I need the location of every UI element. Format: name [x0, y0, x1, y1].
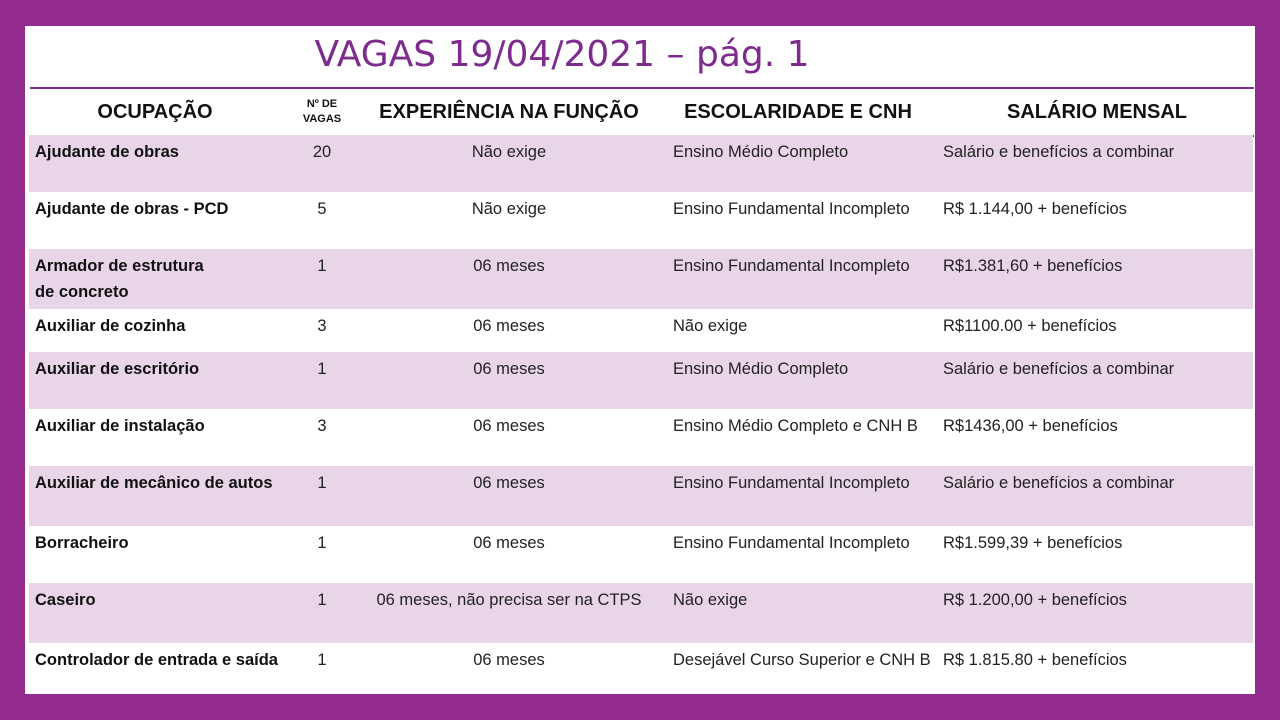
cell-experiencia: 06 meses — [363, 643, 655, 694]
cell-escolaridade: Ensino Fundamental Incompleto — [655, 526, 941, 583]
table-row — [29, 409, 1253, 466]
cell-salario: R$ 1.144,00 + benefícios — [941, 192, 1253, 249]
table-row — [29, 192, 1253, 249]
cell-salario: R$1100.00 + benefícios — [941, 309, 1253, 352]
cell-ocupacao: Ajudante de obras - PCD — [29, 192, 281, 249]
cell-vagas: 3 — [281, 309, 363, 352]
cell-vagas: 1 — [281, 466, 363, 526]
table-row — [29, 352, 1253, 409]
cell-vagas: 3 — [281, 409, 363, 466]
cell-escolaridade: Não exige — [655, 583, 941, 643]
table-row — [29, 249, 1253, 309]
cell-salario: R$ 1.200,00 + benefícios — [941, 583, 1253, 643]
header-experiencia: EXPERIÊNCIA NA FUNÇÃO — [379, 100, 639, 123]
cell-escolaridade: Ensino Médio Completo — [655, 135, 941, 192]
header-salario: SALÁRIO MENSAL — [1007, 100, 1187, 123]
cell-escolaridade: Desejável Curso Superior e CNH B — [655, 643, 941, 694]
cell-experiencia: 06 meses — [363, 249, 655, 309]
cell-ocupacao: Controlador de entrada e saída — [29, 643, 281, 694]
cell-vagas: 1 — [281, 249, 363, 309]
table-row — [29, 466, 1253, 526]
cell-escolaridade: Ensino Fundamental Incompleto — [655, 466, 941, 526]
table-row — [29, 526, 1253, 583]
header-ocupacao: OCUPAÇÃO — [97, 100, 213, 123]
cell-vagas: 1 — [281, 352, 363, 409]
cell-experiencia: 06 meses, não precisa ser na CTPS — [363, 583, 655, 643]
cell-escolaridade: Ensino Fundamental Incompleto — [655, 249, 941, 309]
cell-escolaridade: Ensino Médio Completo e CNH B — [655, 409, 941, 466]
cell-salario: Salário e benefícios a combinar — [941, 466, 1253, 526]
cell-salario: R$ 1.815.80 + benefícios — [941, 643, 1253, 694]
cell-vagas: 1 — [281, 526, 363, 583]
cell-experiencia: 06 meses — [363, 309, 655, 352]
cell-ocupacao: Auxiliar de mecânico de autos — [29, 466, 281, 526]
table-row — [29, 643, 1253, 694]
cell-escolaridade: Não exige — [655, 309, 941, 352]
cell-vagas: 20 — [281, 135, 363, 192]
cell-experiencia: Não exige — [363, 192, 655, 249]
cell-ocupacao: Auxiliar de instalação — [29, 409, 281, 466]
table-header-row — [29, 89, 1253, 135]
table-row — [29, 309, 1253, 352]
cell-experiencia: 06 meses — [363, 409, 655, 466]
cell-escolaridade: Ensino Médio Completo — [655, 352, 941, 409]
cell-salario: Salário e benefícios a combinar — [941, 352, 1253, 409]
cell-ocupacao: Auxiliar de cozinha — [29, 309, 281, 352]
header-vagas-line1: Nº DE — [306, 98, 338, 110]
table-row — [29, 583, 1253, 643]
cell-vagas: 1 — [281, 583, 363, 643]
header-vagas-line2: VAGAS — [302, 113, 342, 125]
cell-vagas: 5 — [281, 192, 363, 249]
cell-vagas: 1 — [281, 643, 363, 694]
slide — [25, 26, 1255, 694]
cell-experiencia: Não exige — [363, 135, 655, 192]
vagas-table — [29, 89, 1253, 694]
cell-ocupacao: Caseiro — [29, 583, 281, 643]
cell-experiencia: 06 meses — [363, 352, 655, 409]
cell-salario: R$1.599,39 + benefícios — [941, 526, 1253, 583]
cell-ocupacao: Auxiliar de escritório — [29, 352, 281, 409]
cell-ocupacao: Armador de estrutura de concreto — [29, 249, 281, 309]
cell-salario: R$1436,00 + benefícios — [941, 409, 1253, 466]
cell-salario: Salário e benefícios a combinar — [941, 135, 1253, 192]
cell-salario: R$1.381,60 + benefícios — [941, 249, 1253, 309]
header-escolaridade: ESCOLARIDADE E CNH — [684, 100, 912, 123]
page-title: VAGAS 19/04/2021 – pág. 1 — [314, 34, 810, 75]
cell-experiencia: 06 meses — [363, 466, 655, 526]
cell-escolaridade: Ensino Fundamental Incompleto — [655, 192, 941, 249]
cell-ocupacao: Borracheiro — [29, 526, 281, 583]
header-vagas — [281, 89, 363, 135]
cell-experiencia: 06 meses — [363, 526, 655, 583]
cell-ocupacao: Ajudante de obras — [29, 135, 281, 192]
table-row — [29, 135, 1253, 192]
